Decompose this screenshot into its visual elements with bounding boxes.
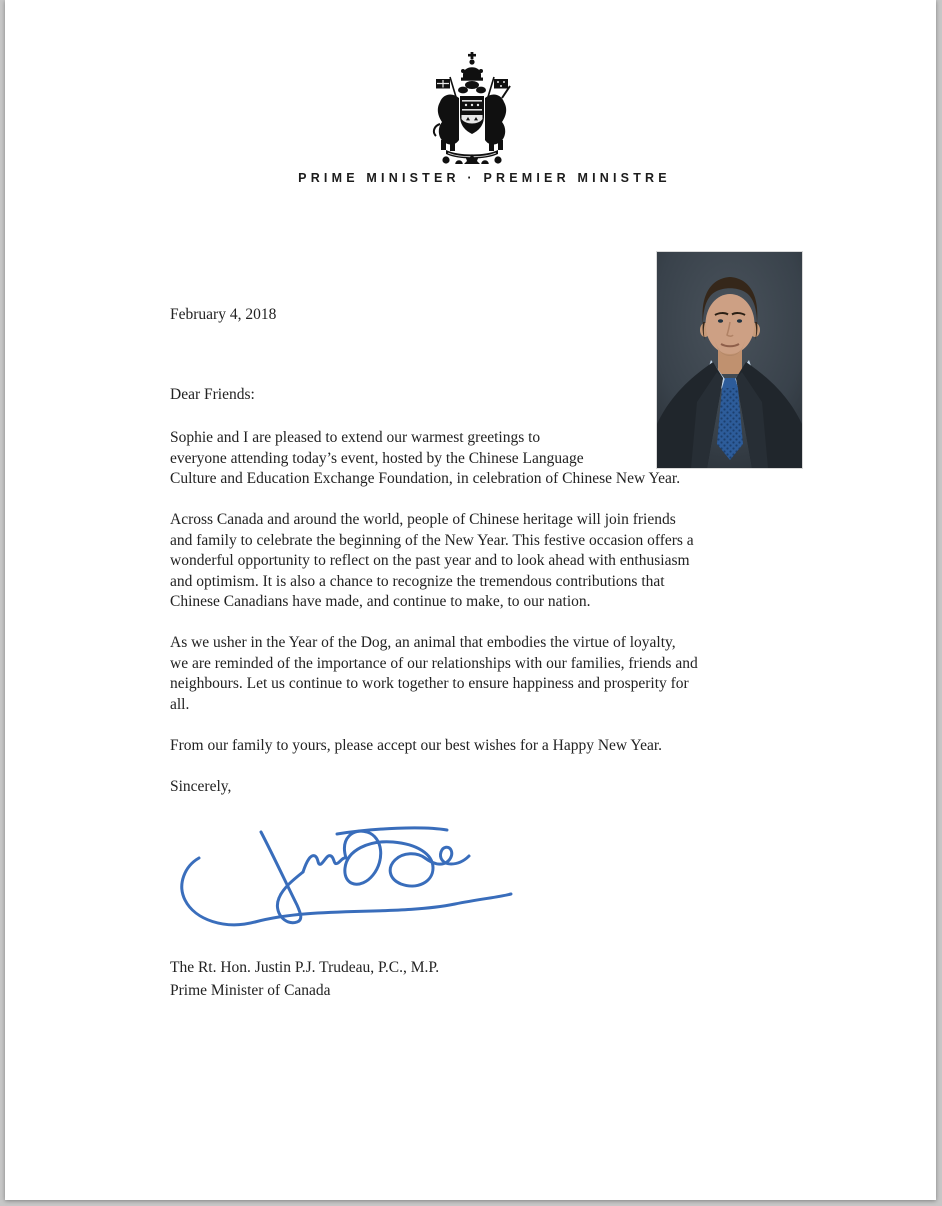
paragraph-4: [170, 736, 662, 757]
signer-title: Prime Minister of Canada: [170, 982, 331, 999]
closing: Sincerely,: [170, 778, 232, 795]
paragraph-line: Across Canada and around the world, people of Chinese heritage will join friends: [170, 511, 676, 528]
paragraph-3: [170, 633, 698, 715]
letter-page: [5, 0, 936, 1200]
signature-block: [170, 956, 439, 1002]
paragraph-2: [170, 510, 694, 613]
canada-coat-of-arms-icon: [428, 52, 516, 164]
letter-date: February 4, 2018: [170, 306, 277, 323]
paragraph-line: neighbours. Let us continue to work together to ensure happiness and prosperity for: [170, 675, 689, 692]
paragraph-line: everyone attending today’s event, hosted by the Chinese Language: [170, 449, 584, 467]
signature-justin-trudeau-icon: [155, 800, 535, 950]
signature-ink: [182, 828, 511, 925]
signer-name: The Rt. Hon. Justin P.J. Trudeau, P.C., M.P.: [170, 959, 440, 976]
paragraph-line: Culture and Education Exchange Foundation, in celebration of Chinese New Year.: [170, 470, 681, 487]
salutation: Dear Friends:: [170, 386, 255, 403]
paragraph-line: From our family to yours, please accept our best wishes for a Happy New Year.: [170, 737, 663, 754]
paragraph-1: [170, 428, 680, 490]
paragraph-line: As we usher in the Year of the Dog, an animal that embodies the virtue of loyalty,: [170, 634, 676, 651]
paragraph-line: all.: [170, 695, 190, 713]
letterhead-tagline: PRIME MINISTER · PREMIER MINISTRE: [298, 171, 671, 185]
paragraph-line: Chinese Canadians have made, and continue to make, to our nation.: [170, 593, 591, 610]
paragraph-line: and optimism. It is also a chance to recognize the tremendous contributions that: [170, 572, 665, 590]
paragraph-line: we are reminded of the importance of our relationships with our families, friends and: [170, 654, 698, 672]
paragraph-line: Sophie and I are pleased to extend our warmest greetings to: [170, 429, 541, 446]
paragraph-line: and family to celebrate the beginning of the New Year. This festive occasion offers a: [170, 531, 694, 549]
paragraph-line: wonderful opportunity to reflect on the past year and to look ahead with enthusiasm: [170, 552, 690, 569]
